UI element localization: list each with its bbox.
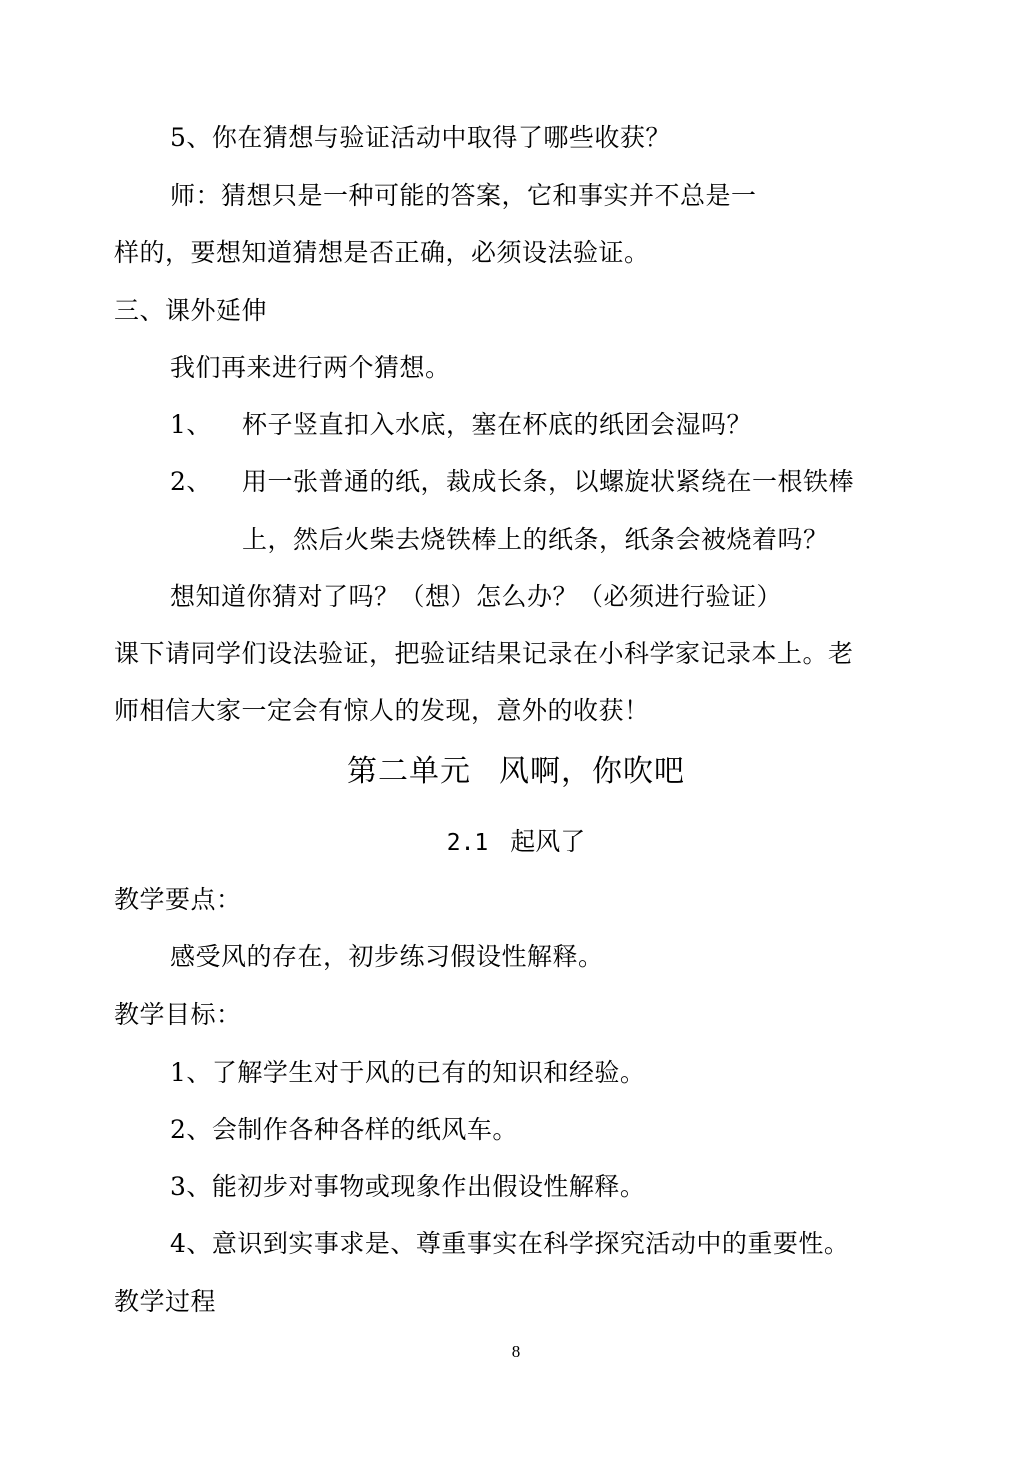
teaching-goals-heading: 教学目标： bbox=[114, 1000, 242, 1029]
guess-item-1 bbox=[170, 408, 752, 442]
guess-item-2-number: 2、 bbox=[170, 467, 212, 496]
unit-title bbox=[0, 752, 1032, 792]
guess-item-2-text: 用一张普通的纸，裁成长条，以螺旋状紧绕在一根铁棒 bbox=[242, 467, 855, 496]
lesson-number: 2.1 bbox=[446, 830, 489, 856]
goal-item: 4、意识到实事求是、尊重事实在科学探究活动中的重要性。 bbox=[170, 1229, 850, 1258]
teaching-process-heading: 教学过程 bbox=[114, 1287, 217, 1316]
section-heading-extension: 三、课外延伸 bbox=[114, 296, 268, 325]
guess-item-2 bbox=[170, 465, 854, 499]
verify-question: 想知道你猜对了吗？（想）怎么办？（必须进行验证） bbox=[170, 582, 783, 611]
lesson-name: 起风了 bbox=[510, 827, 586, 856]
goal-item: 2、会制作各种各样的纸风车。 bbox=[170, 1115, 518, 1144]
teaching-points-heading: 教学要点： bbox=[114, 885, 242, 914]
guess-item-1-text: 杯子竖直扣入水底，塞在杯底的纸团会湿吗？ bbox=[242, 410, 753, 439]
page-number: 8 bbox=[511, 1342, 521, 1361]
teaching-points-text: 感受风的存在，初步练习假设性解释。 bbox=[170, 942, 604, 971]
guess-item-2-continuation: 上，然后火柴去烧铁棒上的纸条，纸条会被烧着吗？ bbox=[242, 525, 829, 554]
homework-line-2: 师相信大家一定会有惊人的发现，意外的收获！ bbox=[114, 696, 650, 725]
goal-item: 3、能初步对事物或现象作出假设性解释。 bbox=[170, 1172, 646, 1201]
unit-name: 风啊，你吹吧 bbox=[499, 754, 685, 789]
unit-label: 第二单元 bbox=[347, 754, 471, 789]
intro-two-guesses: 我们再来进行两个猜想。 bbox=[170, 353, 451, 382]
guess-item-1-number: 1、 bbox=[170, 410, 212, 439]
lesson-title bbox=[0, 825, 1032, 860]
teacher-remark-line-2: 样的，要想知道猜想是否正确，必须设法验证。 bbox=[114, 238, 650, 267]
question-5: 5、你在猜想与验证活动中取得了哪些收获？ bbox=[170, 123, 671, 152]
teacher-remark-line-1: 师：猜想只是一种可能的答案，它和事实并不总是一 bbox=[170, 181, 757, 210]
goal-item: 1、了解学生对于风的已有的知识和经验。 bbox=[170, 1058, 646, 1087]
homework-line-1: 课下请同学们设法验证，把验证结果记录在小科学家记录本上。老 bbox=[114, 639, 854, 668]
